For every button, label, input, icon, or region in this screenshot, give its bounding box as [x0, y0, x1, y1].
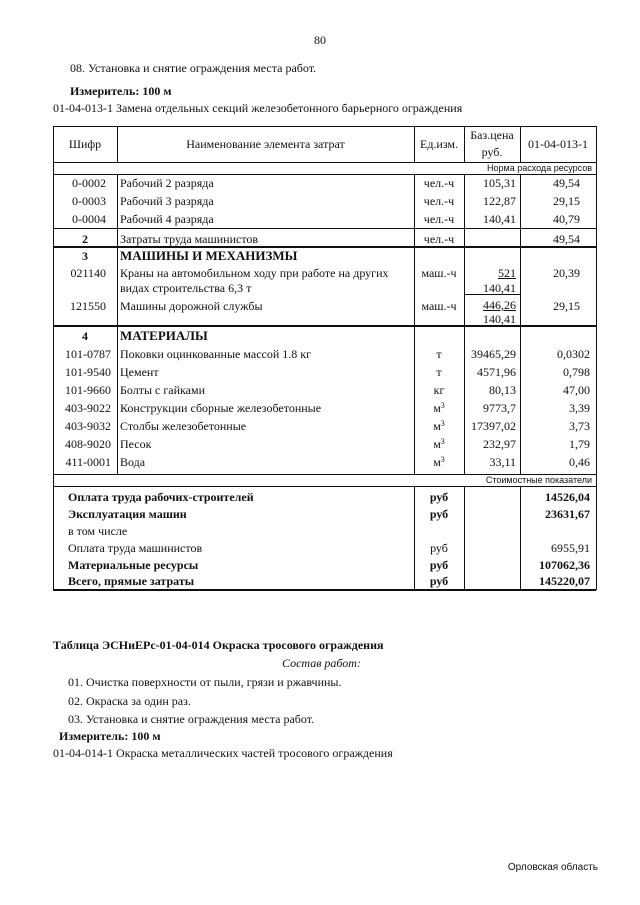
- row-price: 521: [498, 266, 516, 280]
- row-name: Вода: [120, 455, 146, 469]
- row-shifr: 0-0004: [72, 212, 106, 226]
- row-value: 47,00: [563, 383, 590, 397]
- section-title: МАТЕРИАЛЫ: [120, 328, 208, 343]
- composition-label: Состав работ:: [282, 656, 361, 670]
- row-unit: чел.-ч: [423, 212, 455, 226]
- page-number: 80: [314, 33, 326, 47]
- row-value: 40,79: [553, 212, 580, 226]
- row-price: 9773,7: [483, 401, 516, 415]
- row-name: Краны на автомобильном ходу при работе на других: [120, 266, 389, 280]
- row-unit: $м^3$: [433, 455, 445, 469]
- row-value: 49,54: [553, 176, 580, 190]
- row-shifr: 101-0787: [65, 347, 111, 361]
- row-shifr: 101-9660: [65, 383, 111, 397]
- total-name: Оплата труда машинистов: [68, 541, 203, 555]
- row-unit: $м^3$: [433, 401, 445, 415]
- row-price-bottom: 140,41: [483, 281, 516, 295]
- total-value: 23631,67: [545, 507, 590, 521]
- row-value: 1,79: [569, 437, 590, 451]
- norm-label: Норма расхода ресурсов: [487, 163, 592, 173]
- section-shifr: 3: [82, 249, 88, 263]
- row-unit: $м^3$: [433, 419, 445, 433]
- row-price: 232,97: [483, 437, 516, 451]
- row-price: 105,31: [483, 176, 516, 190]
- row-shifr: 121550: [70, 299, 106, 313]
- total-unit: руб: [429, 507, 449, 521]
- row-shifr: 411-0001: [65, 455, 111, 469]
- section-shifr: 4: [82, 329, 88, 343]
- row-shifr: 2: [82, 232, 88, 246]
- row-shifr: 021140: [70, 266, 106, 280]
- row-name: Песок: [120, 437, 152, 451]
- header-shifr: Шифр: [68, 137, 102, 151]
- row-name: Рабочий 4 разряда: [120, 212, 214, 226]
- row-unit: кг: [433, 383, 445, 397]
- code-line: 01-04-013-1 Замена отдельных секций железобетонного барьерного ограждения: [53, 101, 463, 115]
- row-value: 0,798: [563, 365, 590, 379]
- row-price: 33,11: [489, 455, 516, 469]
- row-unit: $м^3$: [433, 437, 445, 451]
- total-unit: руб: [429, 490, 449, 504]
- total-unit: руб: [429, 558, 449, 572]
- header-base-price-1: Баз.цена: [470, 128, 514, 142]
- row-name: Болты с гайками: [120, 383, 206, 397]
- header-code: 01-04-013-1: [528, 137, 588, 151]
- row-name-cont: видах строительства 6,3 т: [120, 281, 252, 295]
- row-price: 17397,02: [471, 419, 516, 433]
- total-name: Материальные ресурсы: [68, 558, 199, 572]
- row-value: 0,46: [569, 455, 590, 469]
- work-item: 03. Установка и снятие ограждения места работ.: [68, 712, 315, 726]
- header-name: Наименование элемента затрат: [186, 137, 345, 151]
- row-name: Затраты труда машинистов: [120, 232, 259, 246]
- meter-label: Измеритель: 100 м: [59, 729, 161, 743]
- total-value: 107062,36: [539, 558, 590, 572]
- row-shifr: 101-9540: [65, 365, 111, 379]
- meter-label: Измеритель: 100 м: [70, 84, 172, 98]
- row-name: Поковки оцинкованные массой 1.8 кг: [120, 347, 312, 361]
- row-value: 3,73: [569, 419, 590, 433]
- row-name: Конструкции сборные железобетонные: [120, 401, 322, 415]
- row-value: 0,0302: [557, 347, 590, 361]
- row-value: 49,54: [553, 232, 580, 246]
- row-shifr: 403-9022: [65, 401, 111, 415]
- row-name: Рабочий 3 разряда: [120, 194, 214, 208]
- row-price-bottom: 140,41: [483, 312, 516, 326]
- total-value: 145220,07: [539, 574, 590, 588]
- row-value: 3,39: [569, 401, 590, 415]
- row-shifr: 403-9032: [65, 419, 111, 433]
- total-unit: руб: [429, 574, 449, 588]
- work-item: 02. Окраска за один раз.: [68, 694, 191, 708]
- row-price: 80,13: [489, 383, 516, 397]
- table2-title: Таблица ЭСНиЕРс-01-04-014 Окраска тросового ограждения: [53, 638, 384, 652]
- work-item: 01. Очистка поверхности от пыли, грязи и ржавчины.: [68, 675, 342, 689]
- row-value: 20,39: [553, 266, 580, 280]
- total-value: 6955,91: [551, 541, 590, 555]
- footer-region: Орловская область: [507, 862, 598, 873]
- row-name: Столбы железобетонные: [120, 419, 247, 433]
- row-unit: чел.-ч: [423, 176, 455, 190]
- work-item: 08. Установка и снятие ограждения места работ.: [70, 61, 317, 75]
- header-base-price-2: руб.: [481, 145, 503, 159]
- total-name: Эксплуатация машин: [68, 507, 187, 521]
- row-unit: чел.-ч: [423, 232, 455, 246]
- row-name: Машины дорожной службы: [120, 299, 263, 313]
- row-unit: т: [436, 365, 442, 379]
- row-price: 122,87: [483, 194, 516, 208]
- row-price: 4571,96: [477, 365, 516, 379]
- total-name: Оплата труда рабочих-строителей: [68, 490, 254, 504]
- row-unit: маш.-ч: [421, 266, 457, 280]
- row-unit: маш.-ч: [421, 299, 457, 313]
- total-value: 14526,04: [545, 490, 590, 504]
- row-price: 39465,29: [471, 347, 516, 361]
- row-price: 446,26: [483, 298, 516, 312]
- header-unit: Ед.изм.: [419, 137, 459, 151]
- total-name: Всего, прямые затраты: [68, 574, 195, 588]
- cost-label: Стоимостные показатели: [485, 475, 592, 485]
- row-unit: т: [436, 347, 442, 361]
- row-price: 140,41: [483, 212, 516, 226]
- row-name: Рабочий 2 разряда: [120, 176, 214, 190]
- row-value: 29,15: [553, 194, 580, 208]
- section-title: МАШИНЫ И МЕХАНИЗМЫ: [120, 248, 298, 263]
- row-shifr: 0-0002: [72, 176, 106, 190]
- total-unit: руб: [430, 541, 448, 555]
- row-name: Цемент: [120, 365, 159, 379]
- row-shifr: 0-0003: [72, 194, 106, 208]
- total-name: в том числе: [68, 524, 128, 538]
- code-line: 01-04-014-1 Окраска металлических частей тросового ограждения: [53, 746, 393, 760]
- row-value: 29,15: [553, 299, 580, 313]
- row-shifr: 408-9020: [65, 437, 111, 451]
- row-unit: чел.-ч: [423, 194, 455, 208]
